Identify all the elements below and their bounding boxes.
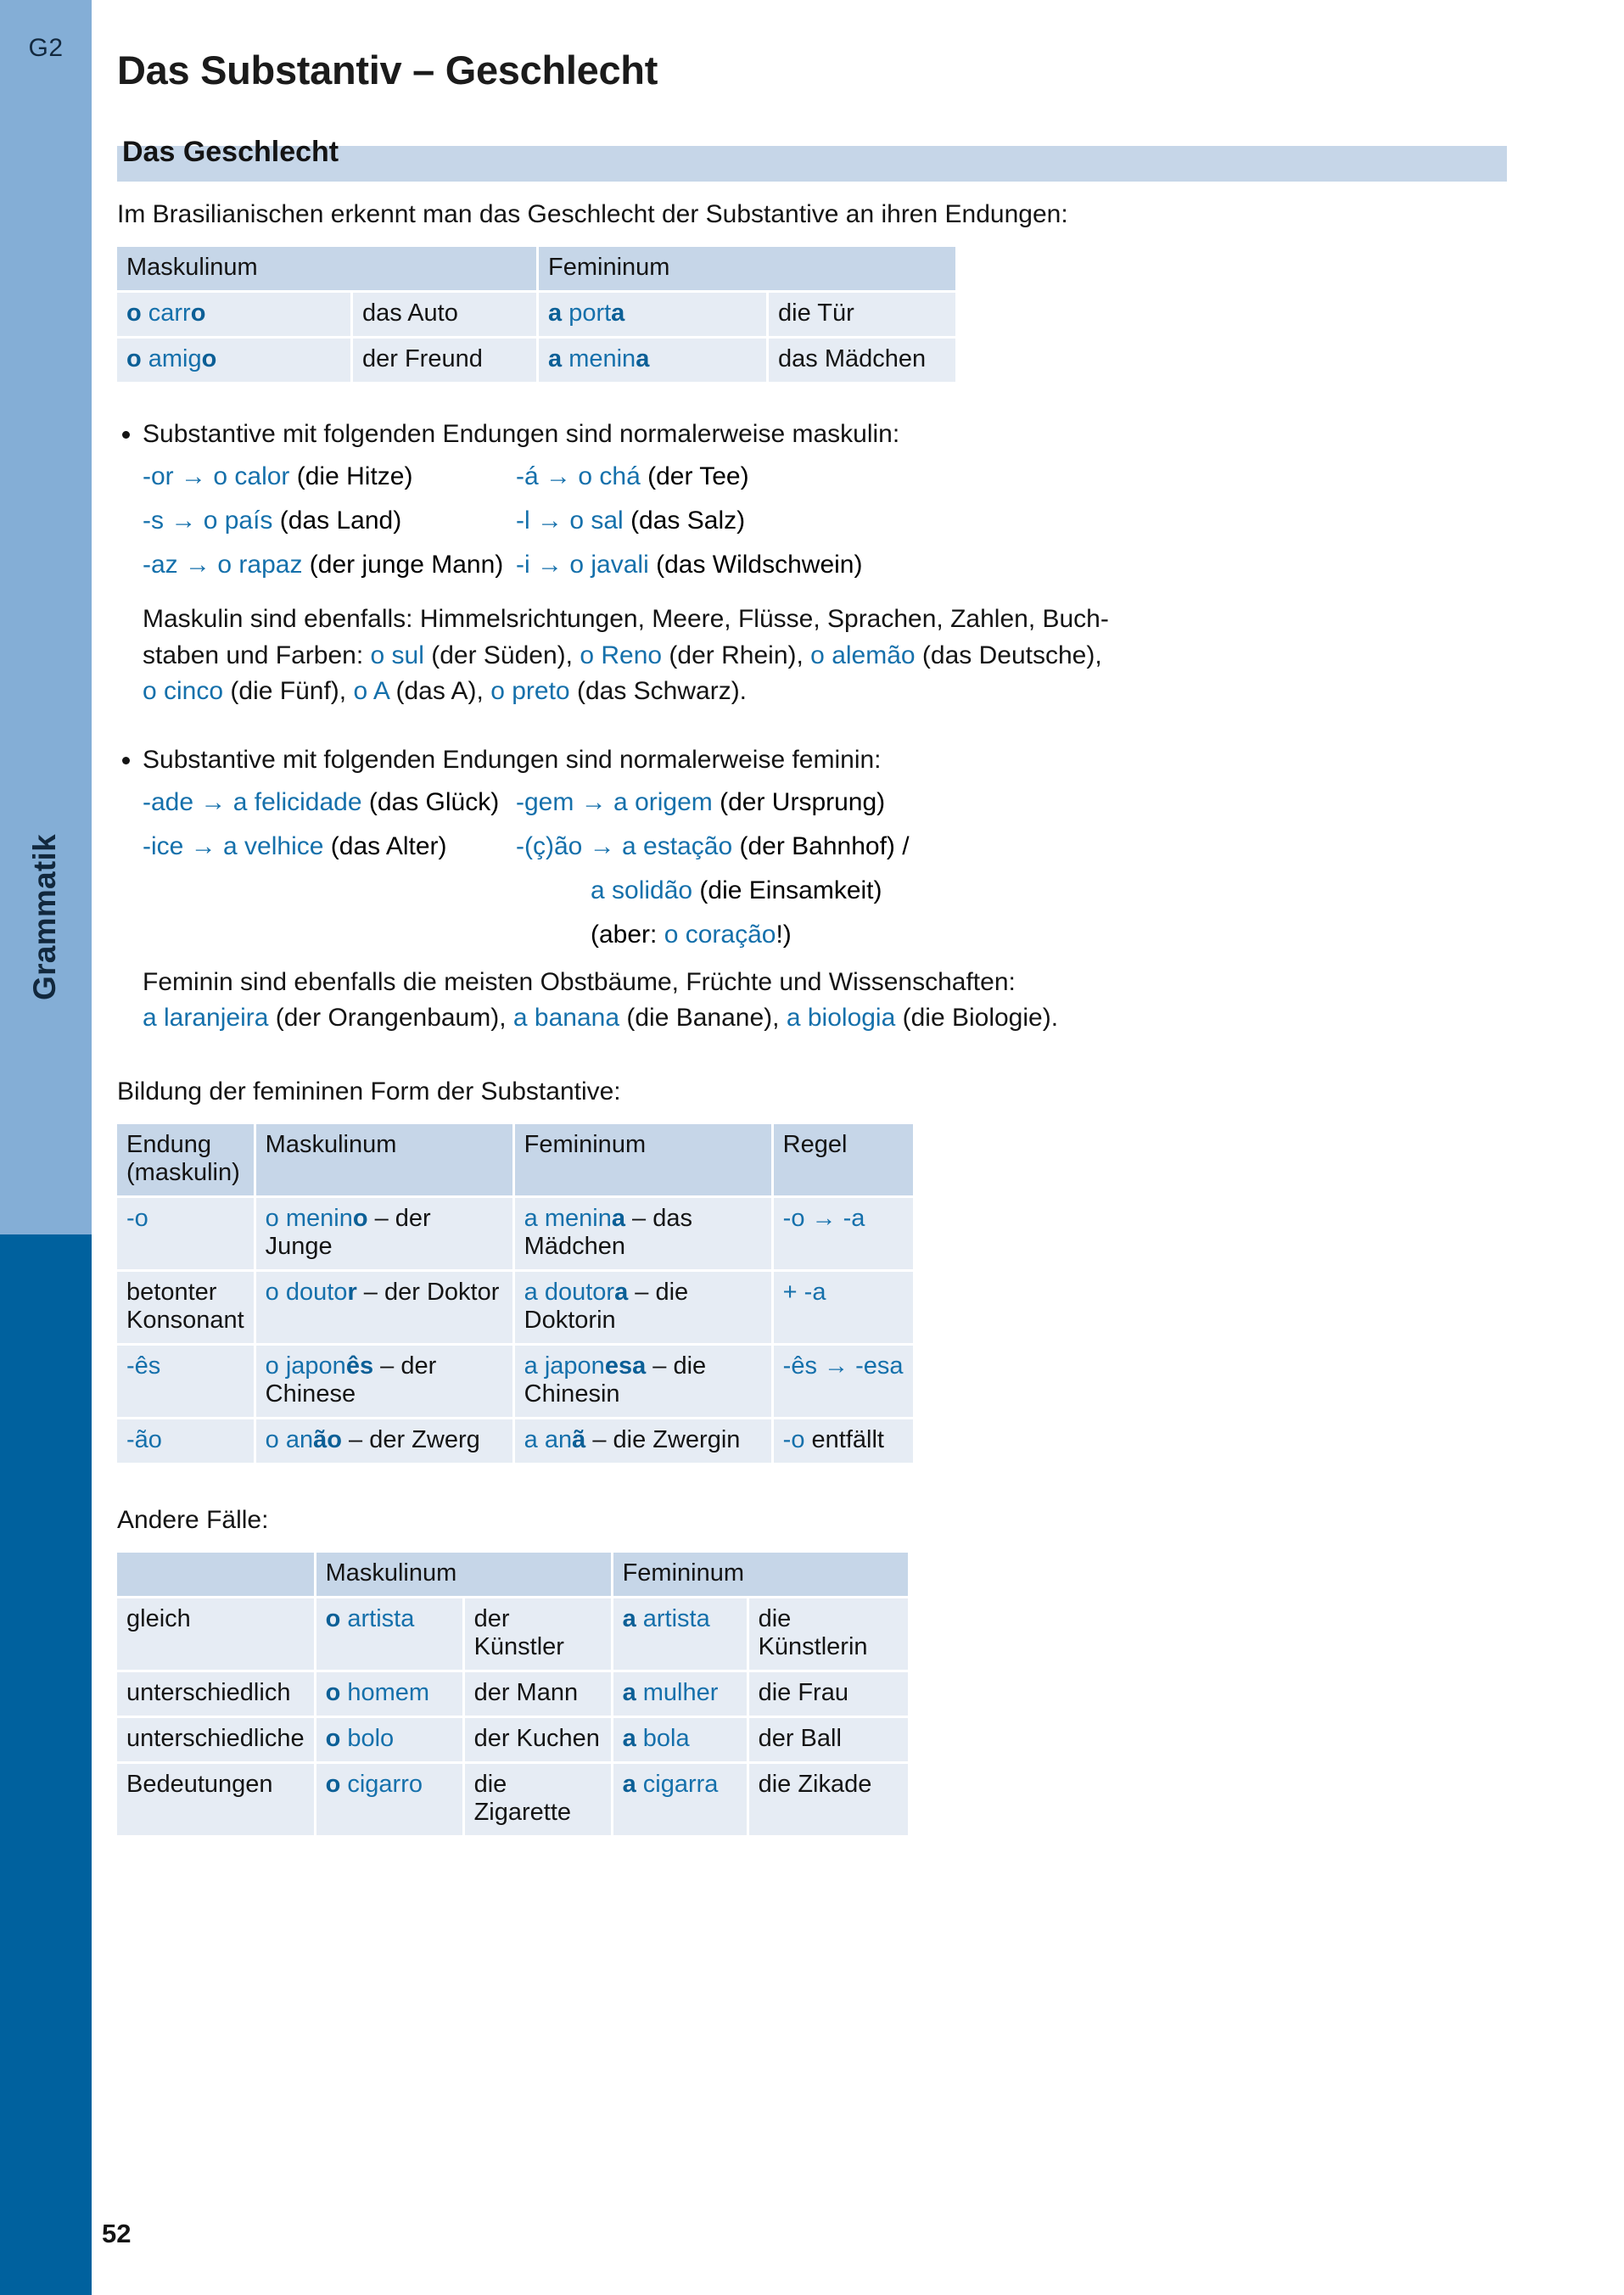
- example-word: o preto: [490, 677, 570, 706]
- bullet-text: Substantive mit folgenden Endungen sind normalerweise maskulin:: [143, 420, 900, 448]
- ending: -l: [516, 507, 530, 535]
- cell-endung: -ão: [117, 1419, 254, 1463]
- formation-table: [115, 1122, 916, 1465]
- ending: -az: [143, 551, 178, 579]
- intro-text: Im Brasilianischen erkennt man das Geschlecht der Substantive an ihren Endungen:: [117, 200, 1068, 228]
- cell-case-label: unterschiedlich: [117, 1672, 314, 1716]
- table-header-row: [117, 247, 955, 290]
- arrow-icon: →: [185, 551, 211, 579]
- example-word: a solidão: [591, 876, 693, 904]
- arrow-icon: →: [546, 462, 572, 490]
- example-word: a velhice: [223, 831, 324, 860]
- cell-maskulinum: o japonês – der Chinese: [256, 1346, 512, 1417]
- table-header-row: [117, 1553, 908, 1596]
- cell-femininum: a doutora – die Doktorin: [515, 1272, 771, 1343]
- chapter-bar-lower: [0, 1234, 92, 2295]
- cell-regel: + -a: [774, 1272, 913, 1343]
- other-cases-table: [115, 1550, 910, 1838]
- page-content: [117, 0, 1551, 1838]
- chapter-name-vertical: Grammatik: [27, 834, 62, 1001]
- cell-femininum: a japonesa – die Chinesin: [515, 1346, 771, 1417]
- list-item: [143, 788, 1551, 817]
- table-row: [117, 1764, 908, 1835]
- col-header-femininum: Femininum: [613, 1553, 908, 1596]
- list-item: [143, 832, 1551, 861]
- list-item: [143, 462, 1551, 491]
- ending-pair: [143, 462, 516, 491]
- page-number: 52: [102, 2219, 132, 2248]
- ending: -or: [143, 462, 174, 490]
- list-item: [143, 921, 1551, 949]
- ending-pair: [143, 507, 516, 535]
- gloss: (die Biologie).: [895, 1004, 1059, 1033]
- cell-femininum: a menina – das Mädchen: [515, 1198, 771, 1269]
- cell-masc-pt: o artista: [316, 1598, 462, 1670]
- cell-fem-de: der Ball: [749, 1718, 908, 1761]
- formation-caption: Bildung der femininen Form der Substantive:: [117, 1077, 621, 1106]
- col-header-regel: Regel: [774, 1124, 913, 1195]
- example-word: o Reno: [580, 641, 663, 669]
- arrow-icon: →: [580, 787, 607, 816]
- cell-endung: -ês: [117, 1346, 254, 1417]
- ending-pair: [143, 832, 516, 861]
- cell-maskulinum: o anão – der Zwerg: [256, 1419, 512, 1463]
- col-header-maskulinum: Maskulinum: [256, 1124, 512, 1195]
- gloss-open: (aber:: [591, 920, 664, 949]
- bullet-dot-icon: [122, 757, 130, 764]
- bullet-dot-icon: [122, 431, 130, 439]
- col-header-femininum: Femininum: [515, 1124, 771, 1195]
- extra-example-2: [516, 921, 991, 949]
- feminine-paragraph: [143, 965, 1347, 1037]
- ending: -i: [516, 551, 530, 579]
- gloss: (die Hitze): [296, 462, 413, 490]
- arrow-icon: →: [537, 507, 563, 535]
- cell-masc-de: der Freund: [353, 339, 536, 382]
- arrow-icon: →: [200, 787, 227, 816]
- ending-pair: [516, 832, 991, 861]
- table-row: [117, 1598, 908, 1670]
- ending: -gem: [516, 787, 574, 816]
- bullet-text: Substantive mit folgenden Endungen sind normalerweise feminin:: [143, 745, 882, 774]
- cell-masc-de: der Künstler: [465, 1598, 611, 1670]
- cell-fem-de: die Frau: [749, 1672, 908, 1716]
- table-row: [117, 293, 955, 336]
- extra-example-1: [516, 876, 991, 905]
- arrow-icon: →: [171, 507, 197, 535]
- gloss: (der Süden),: [423, 641, 580, 669]
- table-row: [117, 1272, 913, 1343]
- ending-pair: [516, 551, 889, 579]
- ending: -á: [516, 462, 539, 490]
- cell-fem-pt: a bola: [613, 1718, 747, 1761]
- other-cases-caption: Andere Fälle:: [117, 1505, 269, 1534]
- cell-endung: betonter Konsonant: [117, 1272, 254, 1343]
- gloss: (das Wildschwein): [656, 551, 863, 579]
- header-line-1: Endung: [126, 1130, 211, 1158]
- cell-fem-de: die Zikade: [749, 1764, 908, 1835]
- ending: -ice: [143, 831, 184, 860]
- cell-masc-de: der Kuchen: [465, 1718, 611, 1761]
- cell-fem-pt: a mulher: [613, 1672, 747, 1716]
- example-word: o sal: [569, 507, 624, 535]
- cell-fem-de: die Künstlerin: [749, 1598, 908, 1670]
- spacer: [143, 921, 516, 949]
- cell-case-label: Bedeutungen: [117, 1764, 314, 1835]
- example-word: a felicidade: [232, 787, 362, 816]
- cell-masc-de: der Mann: [465, 1672, 611, 1716]
- cell-fem-de: das Mädchen: [769, 339, 955, 382]
- gender-table: [115, 244, 958, 384]
- cell-fem-pt: a artista: [613, 1598, 747, 1670]
- example-word: o rapaz: [217, 551, 303, 579]
- cell-masc-pt: o cigarro: [316, 1764, 462, 1835]
- example-word: a biologia: [786, 1004, 896, 1033]
- feminine-endings-list: [143, 788, 1551, 949]
- arrow-icon: →: [537, 551, 563, 579]
- example-word: o coração: [664, 920, 776, 949]
- gloss: (der Tee): [647, 462, 749, 490]
- example-word: o sul: [370, 641, 424, 669]
- example-word: o A: [353, 677, 389, 706]
- cell-masc-pt: o carro: [117, 293, 350, 336]
- feminine-block: [117, 746, 1551, 1037]
- cell-masc-pt: o homem: [316, 1672, 462, 1716]
- cell-endung: -o: [117, 1198, 254, 1269]
- cell-maskulinum: o menino – der Junge: [256, 1198, 512, 1269]
- table-row: [117, 1672, 908, 1716]
- section-heading-band: [117, 136, 1507, 182]
- gloss: (das Salz): [630, 507, 746, 535]
- example-word: o javali: [569, 551, 649, 579]
- arrow-icon: →: [190, 831, 216, 860]
- gloss: (der Orangenbaum),: [268, 1004, 513, 1033]
- gloss: (das A),: [389, 677, 491, 706]
- gloss: (der Bahnhof) /: [739, 831, 910, 860]
- chapter-tab: [0, 0, 92, 1234]
- ending: -ade: [143, 787, 194, 816]
- bullet-feminine: [117, 746, 1551, 775]
- arrow-icon: →: [589, 831, 615, 860]
- arrow-icon: →: [181, 462, 207, 490]
- cell-fem-de: die Tür: [769, 293, 955, 336]
- paragraph-line-1: Maskulin sind ebenfalls: Himmelsrichtungen, Meere, Flüsse, Sprachen, Zahlen, Buch-: [143, 605, 1109, 633]
- example-word: a laranjeira: [143, 1004, 269, 1033]
- example-word: a estação: [622, 831, 733, 860]
- ending-pair: [143, 788, 516, 817]
- gloss: (die Banane),: [619, 1004, 787, 1033]
- header-line-2: (maskulin): [126, 1158, 240, 1186]
- cell-fem-pt: a menina: [539, 339, 766, 382]
- masculine-block: [117, 420, 1551, 710]
- gloss: (der junge Mann): [309, 551, 504, 579]
- table-row: [117, 1718, 908, 1761]
- ending-pair: [516, 788, 991, 817]
- table-row: [117, 339, 955, 382]
- example-word: a banana: [512, 1004, 620, 1033]
- cell-regel: -o entfällt: [774, 1419, 913, 1463]
- masculine-endings-list: [143, 462, 1551, 579]
- gloss: (der Ursprung): [720, 787, 886, 816]
- cell-masc-pt: o bolo: [316, 1718, 462, 1761]
- gloss: (die Einsamkeit): [692, 876, 882, 904]
- example-word: o chá: [578, 462, 641, 490]
- cell-regel: -ês → -esa: [774, 1346, 913, 1417]
- example-word: a origem: [613, 787, 713, 816]
- table-row: [117, 1419, 913, 1463]
- gloss: (das Glück): [368, 787, 500, 816]
- cell-case-label: unterschiedliche: [117, 1718, 314, 1761]
- gloss: (das Land): [279, 507, 402, 535]
- list-item: [143, 507, 1551, 535]
- section-heading: Das Geschlecht: [122, 136, 339, 168]
- cell-masc-pt: o amigo: [117, 339, 350, 382]
- example-word: o calor: [213, 462, 290, 490]
- arrow-icon: →: [824, 1352, 849, 1380]
- gloss: (das Alter): [330, 831, 447, 860]
- cell-fem-pt: a cigarra: [613, 1764, 747, 1835]
- cell-maskulinum: o doutor – der Doktor: [256, 1272, 512, 1343]
- cell-masc-de: die Zigarette: [465, 1764, 611, 1835]
- ending-pair: [516, 507, 889, 535]
- ending: -(ç)ão: [516, 831, 583, 860]
- col-header-blank: [117, 1553, 314, 1596]
- col-header-maskulinum: Maskulinum: [316, 1553, 611, 1596]
- gloss-close: !): [776, 920, 792, 949]
- masculine-paragraph: [143, 602, 1347, 710]
- col-header-maskulinum: Maskulinum: [117, 247, 536, 290]
- example-word: o país: [203, 507, 273, 535]
- bullet-masculine: [117, 420, 1551, 449]
- cell-case-label: gleich: [117, 1598, 314, 1670]
- list-item: [143, 876, 1551, 905]
- table-header-row: [117, 1124, 913, 1195]
- cell-regel: -o → -a: [774, 1198, 913, 1269]
- list-item: [143, 551, 1551, 579]
- table-row: [117, 1198, 913, 1269]
- gloss: (der Rhein),: [662, 641, 811, 669]
- example-word: o cinco: [143, 677, 224, 706]
- gloss: (die Fünf),: [223, 677, 354, 706]
- page-title: Das Substantiv – Geschlecht: [117, 48, 658, 92]
- spacer: [143, 876, 516, 905]
- ending-pair: [143, 551, 516, 579]
- gloss: (das Schwarz).: [569, 677, 748, 706]
- cell-masc-de: das Auto: [353, 293, 536, 336]
- ending: -s: [143, 507, 164, 535]
- cell-femininum: a anã – die Zwergin: [515, 1419, 771, 1463]
- cell-fem-pt: a porta: [539, 293, 766, 336]
- chapter-code: G2: [28, 34, 64, 62]
- arrow-icon: →: [811, 1204, 837, 1232]
- paragraph-line-2: staben und Farben:: [143, 641, 371, 669]
- paragraph-line-1: Feminin sind ebenfalls die meisten Obstbäume, Früchte und Wissenschaften:: [143, 967, 1016, 996]
- gloss: (das Deutsche),: [915, 641, 1102, 669]
- ending-pair: [516, 462, 889, 491]
- col-header-femininum: Femininum: [539, 247, 955, 290]
- table-row: [117, 1346, 913, 1417]
- example-word: o alemão: [810, 641, 916, 669]
- col-header-endung: [117, 1124, 254, 1195]
